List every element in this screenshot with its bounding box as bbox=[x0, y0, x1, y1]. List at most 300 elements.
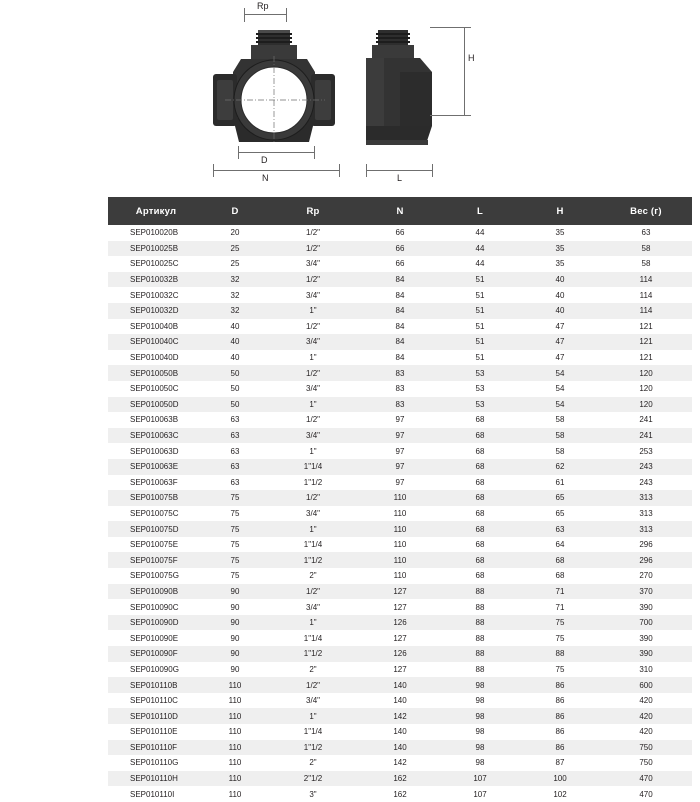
cell-weight: 313 bbox=[600, 521, 692, 537]
dimension-label-d: D bbox=[261, 155, 268, 165]
cell-n: 97 bbox=[360, 443, 440, 459]
cell-n: 140 bbox=[360, 740, 440, 756]
cell-weight: 296 bbox=[600, 552, 692, 568]
column-header-l: L bbox=[440, 197, 520, 225]
cell-l: 51 bbox=[440, 350, 520, 366]
cell-d: 110 bbox=[204, 755, 266, 771]
cell-l: 88 bbox=[440, 646, 520, 662]
cell-n: 84 bbox=[360, 319, 440, 335]
cell-h: 40 bbox=[520, 287, 600, 303]
column-header-weight: Вес (г) bbox=[600, 197, 692, 225]
table-row[interactable] bbox=[108, 397, 692, 413]
cell-article: SEP010063B bbox=[108, 412, 204, 428]
cell-l: 68 bbox=[440, 537, 520, 553]
table-row[interactable] bbox=[108, 303, 692, 319]
cell-weight: 114 bbox=[600, 272, 692, 288]
table-row[interactable] bbox=[108, 693, 692, 709]
cell-rp: 3/4" bbox=[266, 599, 360, 615]
cell-weight: 313 bbox=[600, 490, 692, 506]
cell-n: 84 bbox=[360, 287, 440, 303]
cell-l: 88 bbox=[440, 599, 520, 615]
cell-weight: 114 bbox=[600, 287, 692, 303]
cell-article: SEP010110H bbox=[108, 771, 204, 787]
cell-article: SEP010075E bbox=[108, 537, 204, 553]
cell-weight: 241 bbox=[600, 412, 692, 428]
cell-n: 162 bbox=[360, 771, 440, 787]
cell-d: 50 bbox=[204, 381, 266, 397]
cell-d: 110 bbox=[204, 740, 266, 756]
table-row[interactable] bbox=[108, 630, 692, 646]
cell-rp: 3/4" bbox=[266, 381, 360, 397]
table-row[interactable] bbox=[108, 662, 692, 678]
cell-rp: 2" bbox=[266, 662, 360, 678]
cell-h: 61 bbox=[520, 475, 600, 491]
cell-h: 86 bbox=[520, 693, 600, 709]
cell-d: 110 bbox=[204, 677, 266, 693]
cell-rp: 1/2" bbox=[266, 584, 360, 600]
cell-weight: 243 bbox=[600, 475, 692, 491]
cell-h: 54 bbox=[520, 365, 600, 381]
cell-d: 63 bbox=[204, 443, 266, 459]
cell-n: 162 bbox=[360, 786, 440, 802]
cell-article: SEP010075B bbox=[108, 490, 204, 506]
cell-article: SEP010090F bbox=[108, 646, 204, 662]
cell-n: 66 bbox=[360, 241, 440, 257]
cell-h: 40 bbox=[520, 272, 600, 288]
cell-d: 32 bbox=[204, 287, 266, 303]
cell-d: 90 bbox=[204, 599, 266, 615]
table-row[interactable] bbox=[108, 365, 692, 381]
cell-h: 35 bbox=[520, 225, 600, 241]
cell-d: 75 bbox=[204, 521, 266, 537]
cell-l: 98 bbox=[440, 693, 520, 709]
table-row[interactable] bbox=[108, 521, 692, 537]
table-row[interactable] bbox=[108, 381, 692, 397]
cell-h: 35 bbox=[520, 241, 600, 257]
cell-h: 58 bbox=[520, 428, 600, 444]
cell-article: SEP010075F bbox=[108, 552, 204, 568]
cell-d: 110 bbox=[204, 708, 266, 724]
cell-l: 51 bbox=[440, 319, 520, 335]
cell-rp: 1" bbox=[266, 303, 360, 319]
cell-rp: 1"1/4 bbox=[266, 724, 360, 740]
table-row[interactable] bbox=[108, 786, 692, 802]
cell-weight: 58 bbox=[600, 241, 692, 257]
cell-d: 40 bbox=[204, 350, 266, 366]
cell-l: 44 bbox=[440, 256, 520, 272]
table-row[interactable] bbox=[108, 350, 692, 366]
cell-rp: 1" bbox=[266, 615, 360, 631]
cell-h: 47 bbox=[520, 334, 600, 350]
cell-article: SEP010050B bbox=[108, 365, 204, 381]
cell-n: 84 bbox=[360, 303, 440, 319]
cell-h: 86 bbox=[520, 740, 600, 756]
cell-n: 126 bbox=[360, 615, 440, 631]
cell-d: 90 bbox=[204, 615, 266, 631]
table-header bbox=[108, 197, 692, 225]
cell-rp: 3/4" bbox=[266, 428, 360, 444]
cell-l: 68 bbox=[440, 412, 520, 428]
table-row[interactable] bbox=[108, 287, 692, 303]
table-row[interactable] bbox=[108, 724, 692, 740]
cell-weight: 120 bbox=[600, 397, 692, 413]
table-row[interactable] bbox=[108, 646, 692, 662]
cell-n: 110 bbox=[360, 521, 440, 537]
cell-l: 98 bbox=[440, 708, 520, 724]
cell-h: 65 bbox=[520, 506, 600, 522]
table-row[interactable] bbox=[108, 241, 692, 257]
cell-weight: 296 bbox=[600, 537, 692, 553]
cell-h: 47 bbox=[520, 319, 600, 335]
cell-weight: 600 bbox=[600, 677, 692, 693]
cell-article: SEP010050D bbox=[108, 397, 204, 413]
cell-article: SEP010040B bbox=[108, 319, 204, 335]
cell-rp: 1/2" bbox=[266, 677, 360, 693]
cell-h: 58 bbox=[520, 443, 600, 459]
cell-l: 68 bbox=[440, 490, 520, 506]
cell-article: SEP010075C bbox=[108, 506, 204, 522]
cell-n: 142 bbox=[360, 755, 440, 771]
table-row[interactable] bbox=[108, 459, 692, 475]
table-row[interactable] bbox=[108, 490, 692, 506]
cell-weight: 390 bbox=[600, 646, 692, 662]
cell-n: 110 bbox=[360, 568, 440, 584]
cell-article: SEP010020B bbox=[108, 225, 204, 241]
cell-rp: 1/2" bbox=[266, 241, 360, 257]
cell-h: 86 bbox=[520, 708, 600, 724]
cell-rp: 1"1/2 bbox=[266, 646, 360, 662]
column-header-rp: Rp bbox=[266, 197, 360, 225]
cell-rp: 1/2" bbox=[266, 490, 360, 506]
table-row[interactable] bbox=[108, 568, 692, 584]
cell-d: 75 bbox=[204, 490, 266, 506]
cell-n: 97 bbox=[360, 412, 440, 428]
cell-rp: 2"1/2 bbox=[266, 771, 360, 787]
cell-h: 54 bbox=[520, 381, 600, 397]
cell-rp: 3/4" bbox=[266, 287, 360, 303]
cell-l: 88 bbox=[440, 662, 520, 678]
cell-weight: 121 bbox=[600, 350, 692, 366]
column-header-d: D bbox=[204, 197, 266, 225]
cell-weight: 420 bbox=[600, 708, 692, 724]
dimension-label-n: N bbox=[262, 173, 269, 183]
cell-n: 97 bbox=[360, 459, 440, 475]
cell-n: 84 bbox=[360, 334, 440, 350]
cell-rp: 2" bbox=[266, 755, 360, 771]
cell-rp: 1"1/4 bbox=[266, 630, 360, 646]
cell-article: SEP010032D bbox=[108, 303, 204, 319]
cell-article: SEP010090B bbox=[108, 584, 204, 600]
cell-h: 71 bbox=[520, 584, 600, 600]
table-row[interactable] bbox=[108, 599, 692, 615]
table-row[interactable] bbox=[108, 740, 692, 756]
cell-rp: 1" bbox=[266, 443, 360, 459]
cell-weight: 120 bbox=[600, 381, 692, 397]
cell-weight: 370 bbox=[600, 584, 692, 600]
cell-l: 44 bbox=[440, 241, 520, 257]
cell-article: SEP010040D bbox=[108, 350, 204, 366]
cell-n: 127 bbox=[360, 599, 440, 615]
cell-rp: 1"1/4 bbox=[266, 459, 360, 475]
cell-weight: 243 bbox=[600, 459, 692, 475]
table-row[interactable] bbox=[108, 319, 692, 335]
cell-article: SEP010063F bbox=[108, 475, 204, 491]
cell-article: SEP010090E bbox=[108, 630, 204, 646]
cell-article: SEP010110I bbox=[108, 786, 204, 802]
cell-article: SEP010110C bbox=[108, 693, 204, 709]
cell-n: 127 bbox=[360, 630, 440, 646]
cell-weight: 63 bbox=[600, 225, 692, 241]
cell-d: 63 bbox=[204, 459, 266, 475]
cell-l: 98 bbox=[440, 677, 520, 693]
cell-n: 66 bbox=[360, 225, 440, 241]
cell-h: 75 bbox=[520, 630, 600, 646]
cell-d: 75 bbox=[204, 506, 266, 522]
cell-d: 20 bbox=[204, 225, 266, 241]
cell-weight: 750 bbox=[600, 740, 692, 756]
cell-l: 51 bbox=[440, 334, 520, 350]
table-row[interactable] bbox=[108, 443, 692, 459]
cell-n: 142 bbox=[360, 708, 440, 724]
cell-h: 68 bbox=[520, 552, 600, 568]
cell-weight: 114 bbox=[600, 303, 692, 319]
cell-weight: 750 bbox=[600, 755, 692, 771]
cell-rp: 1"1/2 bbox=[266, 740, 360, 756]
dimension-label-l: L bbox=[397, 173, 403, 183]
table-row[interactable] bbox=[108, 412, 692, 428]
table-row[interactable] bbox=[108, 755, 692, 771]
cell-h: 100 bbox=[520, 771, 600, 787]
cell-article: SEP010110D bbox=[108, 708, 204, 724]
cell-l: 88 bbox=[440, 584, 520, 600]
cell-l: 51 bbox=[440, 287, 520, 303]
cell-rp: 1"1/2 bbox=[266, 552, 360, 568]
column-header-n: N bbox=[360, 197, 440, 225]
table-row[interactable] bbox=[108, 552, 692, 568]
cell-article: SEP010075D bbox=[108, 521, 204, 537]
table-row[interactable] bbox=[108, 272, 692, 288]
column-header-h: H bbox=[520, 197, 600, 225]
cell-article: SEP010025C bbox=[108, 256, 204, 272]
table-row[interactable] bbox=[108, 256, 692, 272]
table-row[interactable] bbox=[108, 428, 692, 444]
specifications-table bbox=[108, 197, 692, 802]
dimension-label-rp: Rp bbox=[257, 1, 269, 11]
cell-article: SEP010110F bbox=[108, 740, 204, 756]
cell-d: 110 bbox=[204, 693, 266, 709]
cell-article: SEP010063C bbox=[108, 428, 204, 444]
cell-n: 140 bbox=[360, 724, 440, 740]
cell-article: SEP010110B bbox=[108, 677, 204, 693]
table-row[interactable] bbox=[108, 677, 692, 693]
table-row[interactable] bbox=[108, 708, 692, 724]
cell-h: 102 bbox=[520, 786, 600, 802]
cell-l: 68 bbox=[440, 443, 520, 459]
cell-n: 110 bbox=[360, 490, 440, 506]
cell-article: SEP010063D bbox=[108, 443, 204, 459]
cell-weight: 241 bbox=[600, 428, 692, 444]
table-row[interactable] bbox=[108, 506, 692, 522]
cell-h: 63 bbox=[520, 521, 600, 537]
cell-d: 90 bbox=[204, 630, 266, 646]
cell-l: 51 bbox=[440, 272, 520, 288]
cell-rp: 3" bbox=[266, 786, 360, 802]
cell-l: 68 bbox=[440, 506, 520, 522]
cell-weight: 470 bbox=[600, 786, 692, 802]
cell-d: 110 bbox=[204, 724, 266, 740]
dimension-label-h: H bbox=[468, 53, 475, 63]
table-header-row bbox=[108, 197, 692, 225]
cell-weight: 58 bbox=[600, 256, 692, 272]
table-body bbox=[108, 225, 692, 802]
cell-h: 88 bbox=[520, 646, 600, 662]
cell-weight: 700 bbox=[600, 615, 692, 631]
cell-n: 140 bbox=[360, 677, 440, 693]
cell-d: 50 bbox=[204, 397, 266, 413]
cell-rp: 1" bbox=[266, 521, 360, 537]
cell-article: SEP010063E bbox=[108, 459, 204, 475]
cell-h: 75 bbox=[520, 662, 600, 678]
cell-n: 84 bbox=[360, 350, 440, 366]
cell-rp: 3/4" bbox=[266, 334, 360, 350]
cell-h: 35 bbox=[520, 256, 600, 272]
cell-l: 68 bbox=[440, 459, 520, 475]
table-row[interactable] bbox=[108, 475, 692, 491]
cell-n: 127 bbox=[360, 584, 440, 600]
cell-d: 32 bbox=[204, 272, 266, 288]
cell-d: 90 bbox=[204, 646, 266, 662]
cell-l: 53 bbox=[440, 381, 520, 397]
cell-article: SEP010050C bbox=[108, 381, 204, 397]
cell-d: 40 bbox=[204, 334, 266, 350]
cell-l: 98 bbox=[440, 724, 520, 740]
cell-d: 63 bbox=[204, 428, 266, 444]
cell-d: 50 bbox=[204, 365, 266, 381]
cell-l: 88 bbox=[440, 630, 520, 646]
cell-d: 40 bbox=[204, 319, 266, 335]
table-row[interactable] bbox=[108, 615, 692, 631]
cell-n: 83 bbox=[360, 381, 440, 397]
cell-article: SEP010040C bbox=[108, 334, 204, 350]
cell-weight: 313 bbox=[600, 506, 692, 522]
cell-d: 25 bbox=[204, 241, 266, 257]
cell-d: 63 bbox=[204, 412, 266, 428]
cell-l: 68 bbox=[440, 475, 520, 491]
cell-rp: 3/4" bbox=[266, 506, 360, 522]
cell-l: 68 bbox=[440, 521, 520, 537]
cell-d: 75 bbox=[204, 552, 266, 568]
cell-weight: 120 bbox=[600, 365, 692, 381]
cell-l: 51 bbox=[440, 303, 520, 319]
cell-weight: 390 bbox=[600, 630, 692, 646]
cell-rp: 2" bbox=[266, 568, 360, 584]
cell-l: 68 bbox=[440, 552, 520, 568]
cell-d: 32 bbox=[204, 303, 266, 319]
cell-rp: 1/2" bbox=[266, 272, 360, 288]
cell-h: 64 bbox=[520, 537, 600, 553]
cell-article: SEP010025B bbox=[108, 241, 204, 257]
cell-l: 98 bbox=[440, 740, 520, 756]
cell-article: SEP010110E bbox=[108, 724, 204, 740]
cell-weight: 470 bbox=[600, 771, 692, 787]
cell-rp: 3/4" bbox=[266, 256, 360, 272]
cell-rp: 1" bbox=[266, 397, 360, 413]
table-row[interactable] bbox=[108, 537, 692, 553]
cell-n: 126 bbox=[360, 646, 440, 662]
cell-n: 66 bbox=[360, 256, 440, 272]
cell-weight: 253 bbox=[600, 443, 692, 459]
technical-drawing bbox=[0, 0, 700, 195]
cell-weight: 121 bbox=[600, 319, 692, 335]
cell-n: 110 bbox=[360, 552, 440, 568]
cell-rp: 1/2" bbox=[266, 225, 360, 241]
cell-h: 47 bbox=[520, 350, 600, 366]
cell-weight: 270 bbox=[600, 568, 692, 584]
cell-h: 65 bbox=[520, 490, 600, 506]
cell-article: SEP010090D bbox=[108, 615, 204, 631]
cell-rp: 1"1/2 bbox=[266, 475, 360, 491]
cell-rp: 1/2" bbox=[266, 412, 360, 428]
cell-d: 63 bbox=[204, 475, 266, 491]
cell-weight: 420 bbox=[600, 693, 692, 709]
cell-n: 110 bbox=[360, 537, 440, 553]
cell-h: 58 bbox=[520, 412, 600, 428]
cell-l: 98 bbox=[440, 755, 520, 771]
cell-l: 53 bbox=[440, 397, 520, 413]
column-header-article: Артикул bbox=[108, 197, 204, 225]
cell-h: 87 bbox=[520, 755, 600, 771]
cell-d: 90 bbox=[204, 584, 266, 600]
cell-rp: 3/4" bbox=[266, 693, 360, 709]
cell-n: 97 bbox=[360, 428, 440, 444]
cell-rp: 1/2" bbox=[266, 365, 360, 381]
cell-rp: 1/2" bbox=[266, 319, 360, 335]
cell-h: 54 bbox=[520, 397, 600, 413]
table-row[interactable] bbox=[108, 334, 692, 350]
cell-n: 97 bbox=[360, 475, 440, 491]
cell-d: 75 bbox=[204, 537, 266, 553]
cell-l: 68 bbox=[440, 428, 520, 444]
cell-h: 68 bbox=[520, 568, 600, 584]
cell-rp: 1"1/4 bbox=[266, 537, 360, 553]
cell-h: 86 bbox=[520, 677, 600, 693]
table-row[interactable] bbox=[108, 584, 692, 600]
cell-d: 75 bbox=[204, 568, 266, 584]
cell-l: 107 bbox=[440, 786, 520, 802]
clamp-front-view bbox=[205, 14, 355, 174]
cell-h: 75 bbox=[520, 615, 600, 631]
cell-h: 71 bbox=[520, 599, 600, 615]
cell-weight: 121 bbox=[600, 334, 692, 350]
cell-article: SEP010110G bbox=[108, 755, 204, 771]
cell-d: 25 bbox=[204, 256, 266, 272]
table-row[interactable] bbox=[108, 771, 692, 787]
cell-n: 84 bbox=[360, 272, 440, 288]
cell-l: 107 bbox=[440, 771, 520, 787]
cell-weight: 420 bbox=[600, 724, 692, 740]
cell-h: 40 bbox=[520, 303, 600, 319]
table-row[interactable] bbox=[108, 225, 692, 241]
cell-article: SEP010032B bbox=[108, 272, 204, 288]
cell-weight: 390 bbox=[600, 599, 692, 615]
cell-n: 127 bbox=[360, 662, 440, 678]
cell-weight: 310 bbox=[600, 662, 692, 678]
cell-n: 83 bbox=[360, 365, 440, 381]
cell-rp: 1" bbox=[266, 708, 360, 724]
cell-l: 44 bbox=[440, 225, 520, 241]
specifications-table-wrapper bbox=[108, 197, 692, 802]
cell-d: 110 bbox=[204, 786, 266, 802]
